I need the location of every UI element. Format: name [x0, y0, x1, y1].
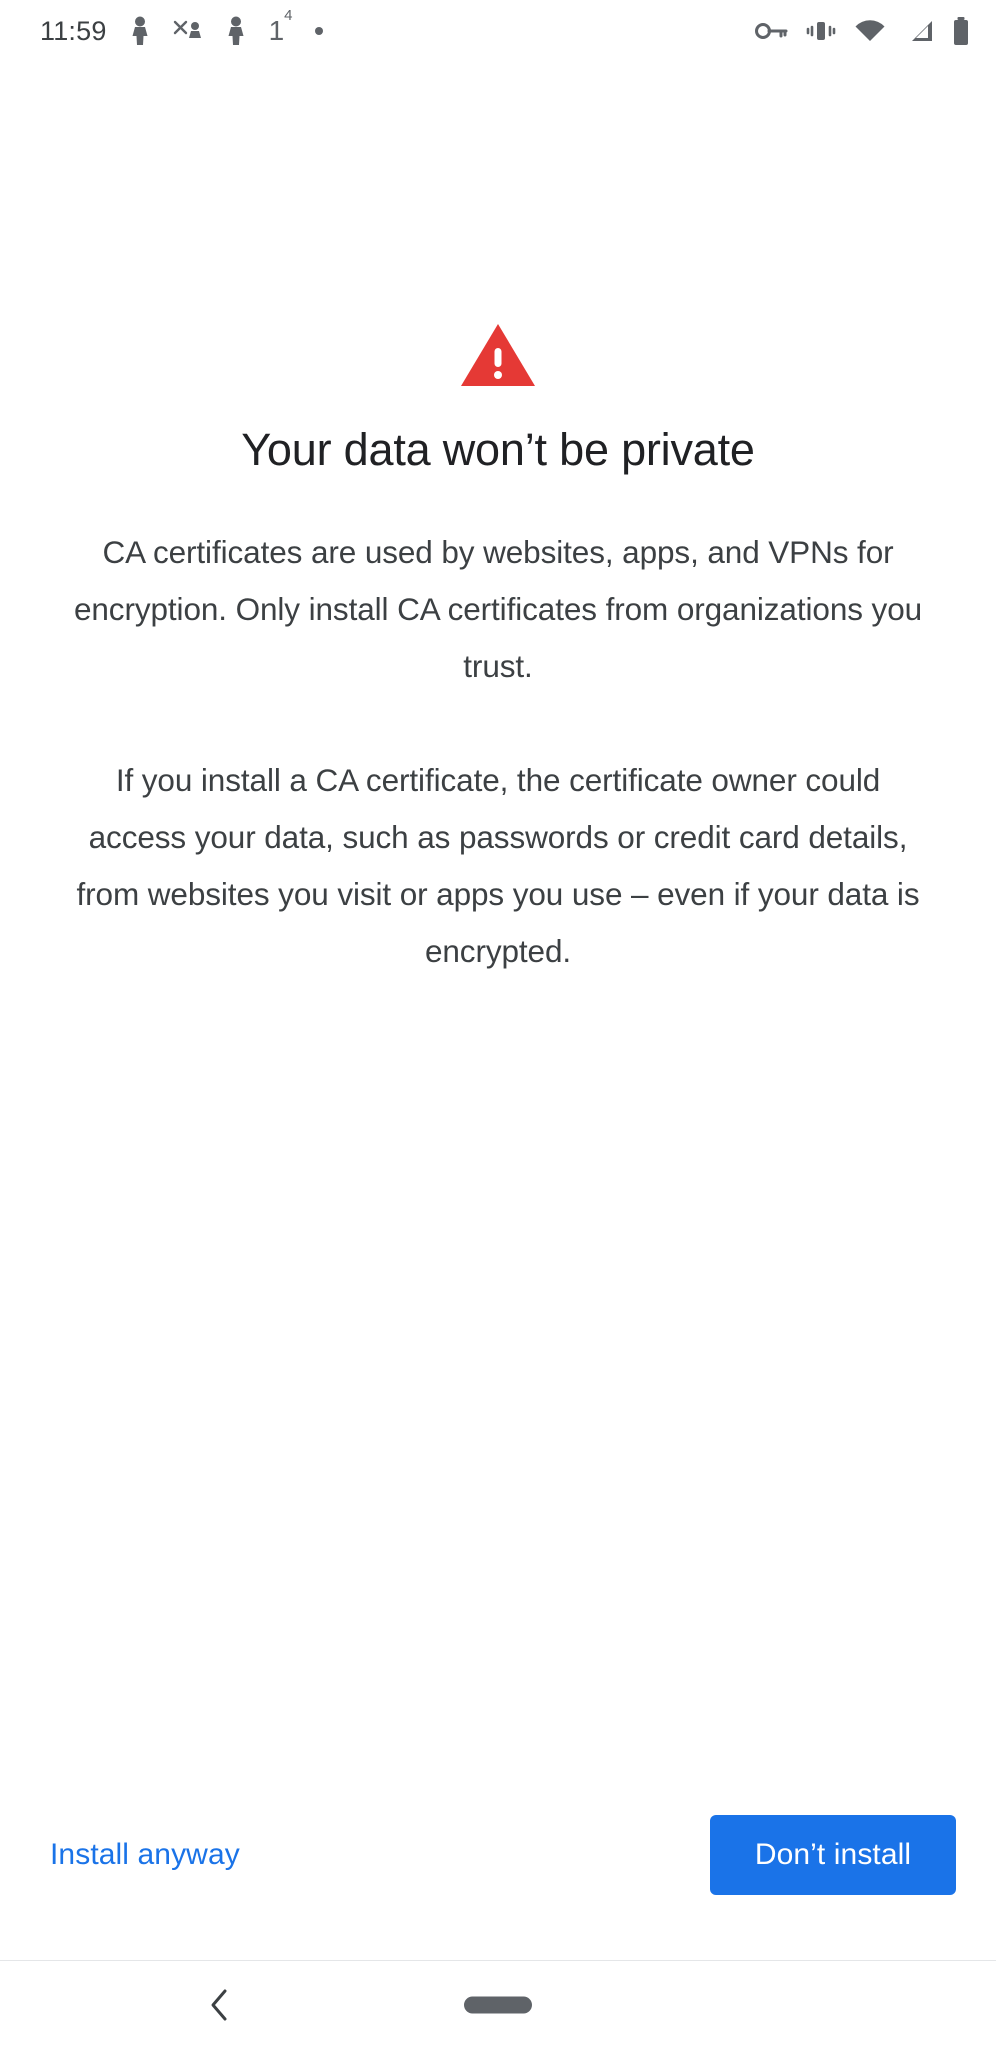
status-bar — [0, 0, 996, 62]
dot-icon — [314, 26, 324, 36]
system-nav-bar — [0, 1960, 996, 2048]
dont-install-button[interactable]: Don’t install — [710, 1815, 956, 1895]
notification-superscript: 4 — [284, 7, 293, 24]
battery-icon — [952, 17, 970, 45]
status-clock: 11:59 — [40, 15, 107, 46]
wifi-icon — [854, 19, 886, 43]
dialog-paragraph-2: If you install a CA certificate, the certificate owner could access your data, such as passwords or credit card details, from websites you visit or apps you use – even if your data is encrypted. — [76, 762, 920, 969]
person-crossed-icon — [173, 18, 203, 44]
person-icon — [225, 16, 247, 46]
dialog-content — [0, 62, 996, 1750]
dialog-actions — [0, 1750, 996, 1960]
warning-triangle-icon — [460, 324, 536, 386]
status-bar-left — [40, 7, 324, 47]
vibrate-icon — [806, 18, 836, 44]
page-title: Your data won’t be private — [241, 424, 755, 475]
signal-icon — [904, 19, 934, 43]
person-icon — [129, 16, 151, 46]
install-anyway-button[interactable]: Install anyway — [46, 1824, 244, 1886]
status-bar-right — [754, 17, 970, 45]
vpn-key-icon — [754, 20, 788, 42]
dialog-body — [70, 524, 926, 980]
notification-count-value: 1 — [268, 15, 285, 46]
dialog-paragraph-1: CA certificates are used by websites, apps, and VPNs for encryption. Only install CA certificates from organizations you trust. — [73, 534, 923, 684]
back-chevron-icon[interactable] — [196, 1981, 244, 2029]
notification-count-icon — [268, 7, 293, 47]
home-pill-icon[interactable] — [464, 1996, 532, 2013]
